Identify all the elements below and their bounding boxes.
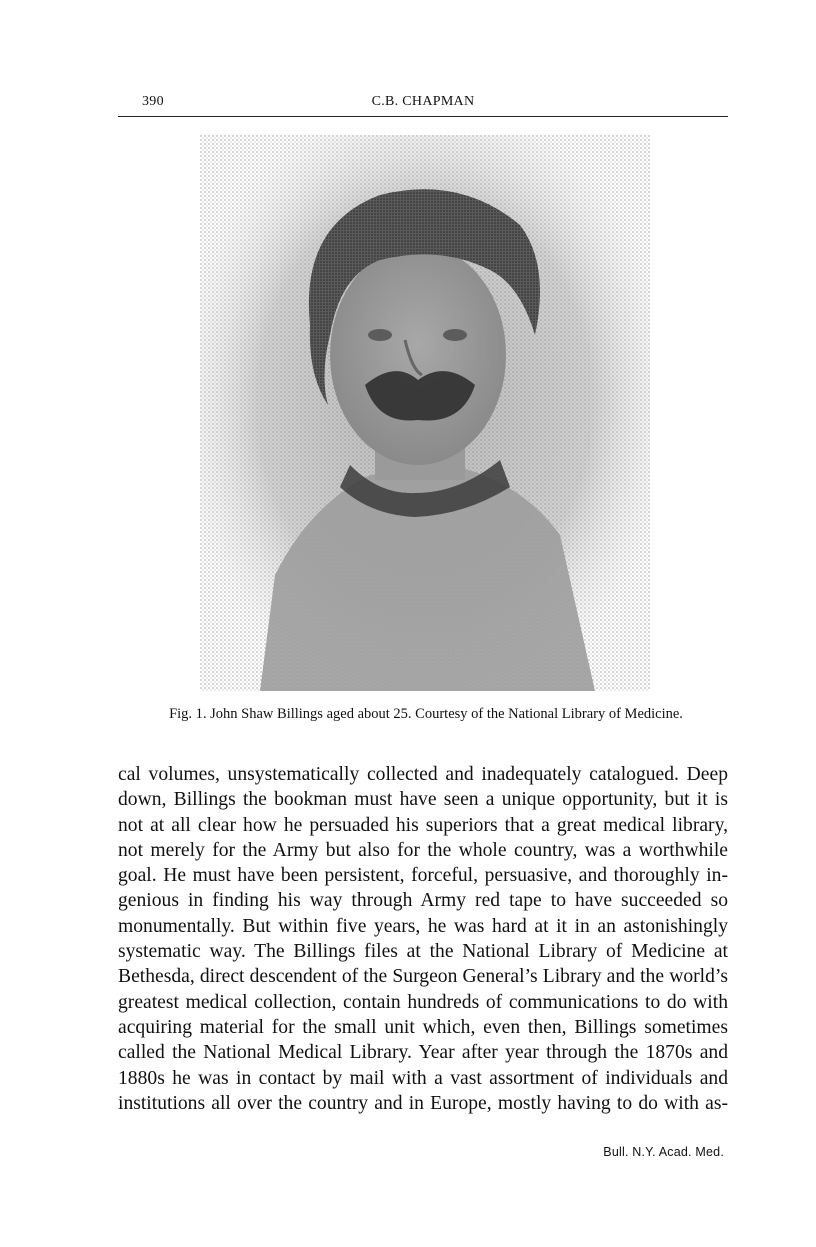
page-number: 390 [142,94,164,109]
portrait-photo [200,135,650,691]
body-line: cal volumes, unsystematically collected and inadequately catalogued. Deep [118,764,728,785]
body-line: monumentally. But within five years, he was hard at it in an astonishingly [118,915,728,937]
journal-footer: Bull. N.Y. Acad. Med. [603,1145,724,1159]
body-line: greatest medical collection, contain hundreds of communications to do with [118,991,728,1013]
body-line: institutions all over the country and in Europe, mostly having to do with as- [118,1092,728,1114]
portrait-figure [200,135,650,691]
portrait-right-eye [443,329,467,341]
body-line: systematic way. The Billings files at the National Library of Medicine at [118,941,728,963]
header-rule [118,116,728,117]
body-paragraph [118,762,728,1116]
portrait-face [330,245,506,465]
body-line: goal. He must have been persistent, forceful, persuasive, and thoroughly in- [118,865,728,887]
body-line: not merely for the Army but also for the whole country, was a worthwhile [118,839,728,861]
body-line: down, Billings the bookman must have seen a unique opportunity, but it is [118,789,728,811]
body-line: Bethesda, direct descendent of the Surgeon General’s Library and the world’s [118,966,728,988]
body-line: called the National Medical Library. Year after year through the 1870s and [118,1042,728,1064]
body-line: 1880s he was in contact by mail with a vast assortment of individuals and [118,1067,728,1089]
portrait-left-eye [368,329,392,341]
body-line: genious in finding his way through Army red tape to have succeeded so [118,890,728,912]
body-line: not at all clear how he persuaded his superiors that a great medical library, [118,814,728,836]
running-title: C.B. CHAPMAN [371,94,475,109]
running-head [118,92,728,114]
body-line: acquiring material for the small unit which, even then, Billings sometimes [118,1016,728,1038]
figure-caption: Fig. 1. John Shaw Billings aged about 25. Courtesy of the National Library of Medicine. [169,706,683,722]
